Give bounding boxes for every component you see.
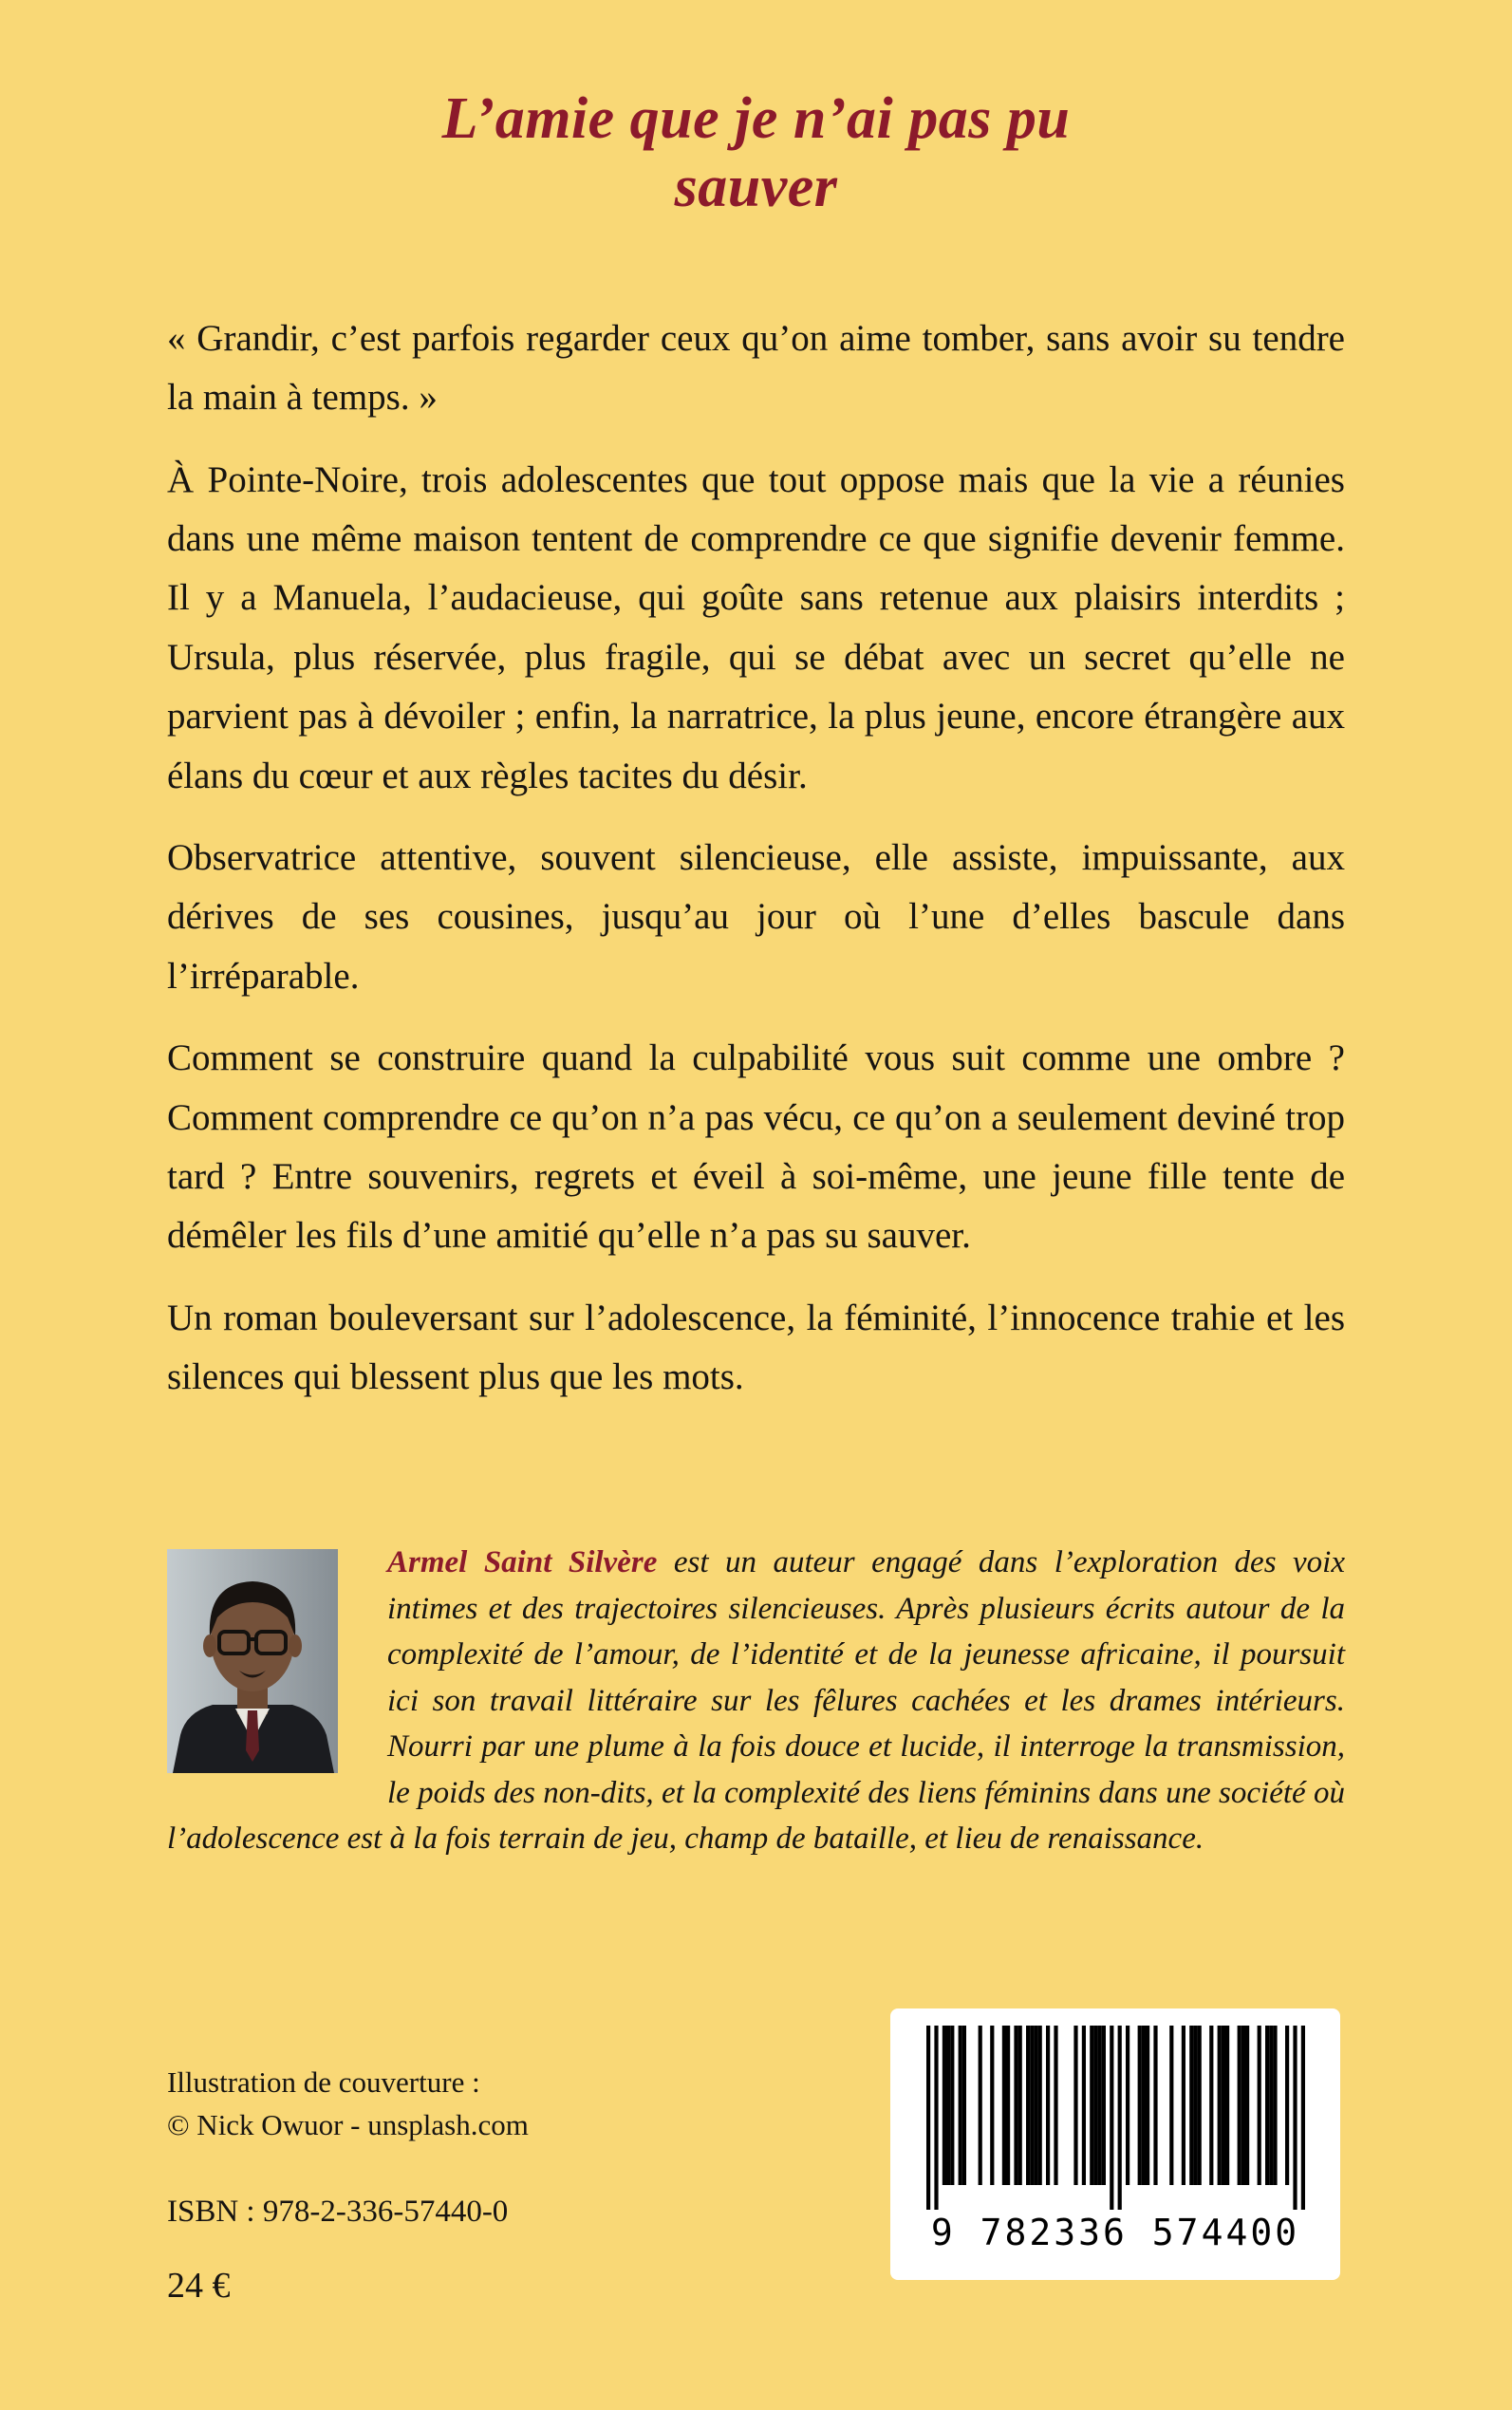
illustration-credit-label: Illustration de couverture :: [167, 2065, 480, 2099]
isbn-text: ISBN : 978-2-336-57440-0: [167, 2195, 509, 2229]
synopsis-paragraph: Un roman bouleversant sur l’adolescence, la féminité, l’innocence trahie et les silences qui blessent plus que les mots.: [167, 1297, 1345, 1398]
price-text: 24 €: [167, 2266, 231, 2306]
quote-paragraph: « Grandir, c’est parfois regarder ceux qu’on aime tomber, sans avoir su tendre la main à temps. »: [167, 317, 1345, 419]
author-name: Armel Saint Silvère: [387, 1545, 658, 1580]
synopsis-block: [167, 309, 1345, 1408]
author-bio-paragraph: [167, 1540, 1345, 1862]
barcode: [890, 2008, 1340, 2280]
synopsis-paragraph: À Pointe-Noire, trois adolescentes que tout oppose mais que la vie a réunies dans une même maison tentent de comprendre ce que signifie devenir femme. Il y a Manuela, l’audacieuse, qui goûte sans retenue aux plaisirs interdits ; Ursula, plus réservée, plus fragile, qui se débat avec un secret qu’elle ne parvient pas à dévoiler ; enfin, la narratrice, la plus jeune, encore étrangère aux élans du cœur et aux règles tacites du désir.: [167, 458, 1345, 796]
barcode-bars: [926, 2026, 1305, 2212]
synopsis-paragraph: Comment se construire quand la culpabilité vous suit comme une ombre ? Comment comprendre ce qu’on n’a pas vécu, ce qu’on a seulement deviné trop tard ? Entre souvenirs, regrets et éveil à soi-même, une jeune fille tente de démêler les fils d’une amitié qu’elle n’a pas su sauver.: [167, 1037, 1345, 1257]
book-title-line2: sauver: [674, 154, 838, 219]
illustration-credit: [167, 2062, 529, 2147]
author-bio-text: est un auteur engagé dans l’exploration des voix intimes et des trajectoires silencieuses. Après plusieurs écrits autour de la complexité de l’amour, de l’identité et de la jeunesse africaine, il poursuit ici son travail littéraire sur les fêlures cachées et les drames intérieurs. Nourri par une plume à la fois douce et lucide, il interroge la transmission, le poids des non-dits, et la complexité des liens féminins dans une société où l’adolescence est à la fois terrain de jeu, champ de bataille, et lieu de renaissance.: [167, 1545, 1346, 1857]
book-title: [0, 0, 1512, 222]
illustration-credit-author: © Nick Owuor - unsplash.com: [167, 2107, 529, 2141]
author-photo: [167, 1549, 338, 1773]
barcode-digits: 9 782336 574400: [930, 2212, 1300, 2253]
synopsis-paragraph: Observatrice attentive, souvent silencieuse, elle assiste, impuissante, aux dérives de ses cousines, jusqu’au jour où l’une d’elles bascule dans l’irréparable.: [167, 836, 1345, 997]
author-bio-section: [167, 1540, 1345, 1862]
book-title-line1: L’amie que je n’ai pas pu: [441, 86, 1071, 151]
